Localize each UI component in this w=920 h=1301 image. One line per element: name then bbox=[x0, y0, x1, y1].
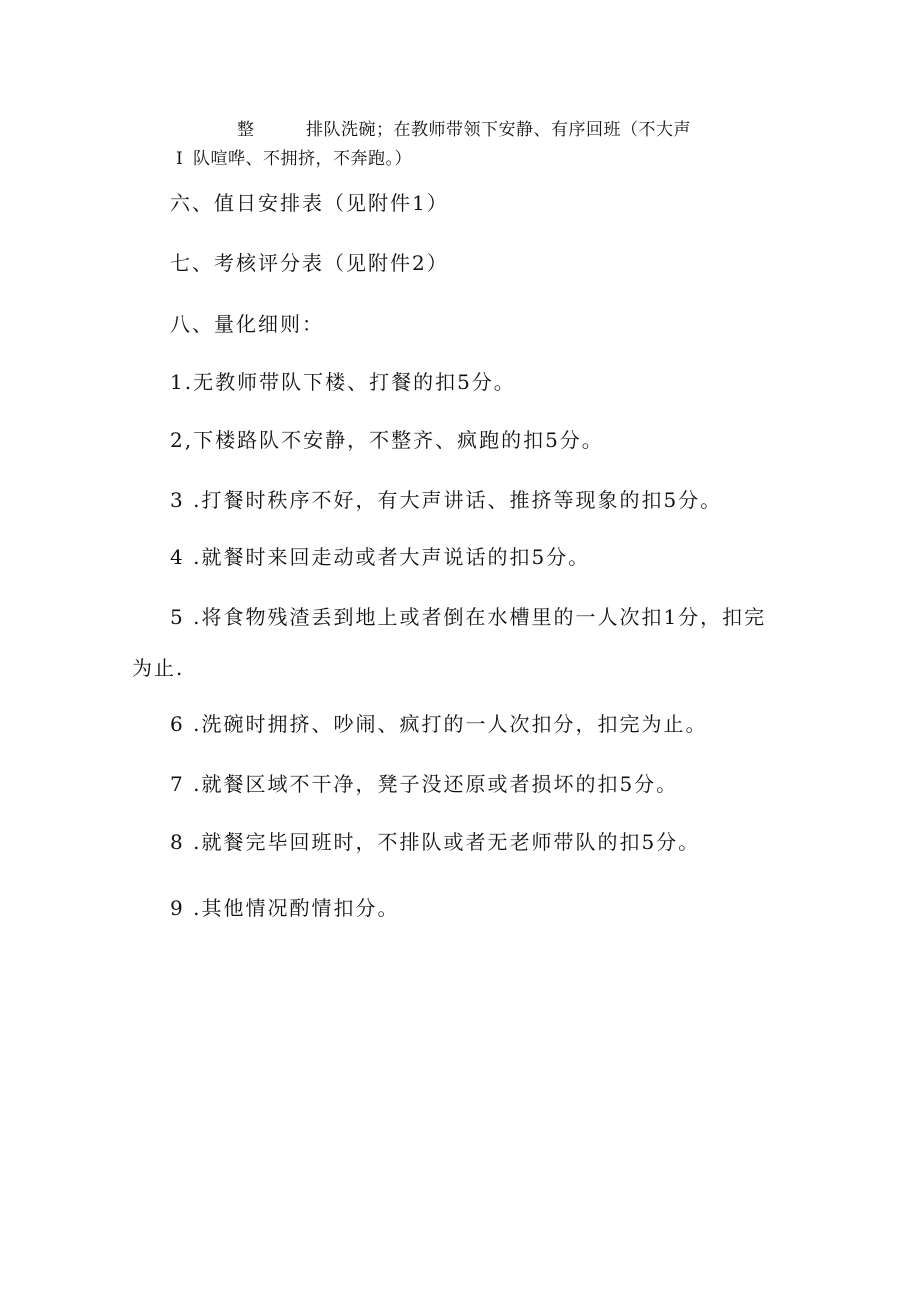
header-line-2: 队喧哗、不拥挤，不奔跑。） bbox=[193, 149, 412, 169]
rule-item-5-continuation: 为止. bbox=[132, 656, 185, 680]
rule-item-6: 6 .洗碗时拥挤、吵闹、疯打的一人次扣分，扣完为止。 bbox=[170, 712, 708, 736]
header-line-1: 排队洗碗；在教师带领下安静、有序回班（不大声 bbox=[306, 120, 691, 140]
rule-item-8: 8 .就餐完毕回班时，不排队或者无老师带队的扣5分。 bbox=[170, 830, 701, 854]
section-heading-scoring-table: 七、考核评分表（见附件2） bbox=[170, 251, 449, 275]
column-label-bottom: Ⅰ bbox=[176, 149, 184, 169]
rule-item-7: 7 .就餐区域不干净，凳子没还原或者损坏的扣5分。 bbox=[170, 772, 679, 796]
section-heading-quantified-rules: 八、量化细则： bbox=[170, 312, 324, 336]
rule-item-4: 4 .就餐时来回走动或者大声说话的扣5分。 bbox=[170, 545, 591, 569]
rule-item-5: 5 .将食物残渣丢到地上或者倒在水槽里的一人次扣1分，扣完 bbox=[170, 605, 767, 629]
rule-item-1: 1.无教师带队下楼、打餐的扣5分。 bbox=[170, 370, 516, 394]
rule-item-9: 9 .其他情况酌情扣分。 bbox=[170, 896, 400, 920]
column-label-top: 整 bbox=[237, 120, 255, 140]
rule-item-3: 3 .打餐时秩序不好，有大声讲话、推挤等现象的扣5分。 bbox=[170, 488, 723, 512]
rule-item-2: 2,下楼路队不安静，不整齐、疯跑的扣5分。 bbox=[170, 428, 604, 452]
section-heading-duty-schedule: 六、值日安排表（见附件1） bbox=[170, 191, 449, 215]
